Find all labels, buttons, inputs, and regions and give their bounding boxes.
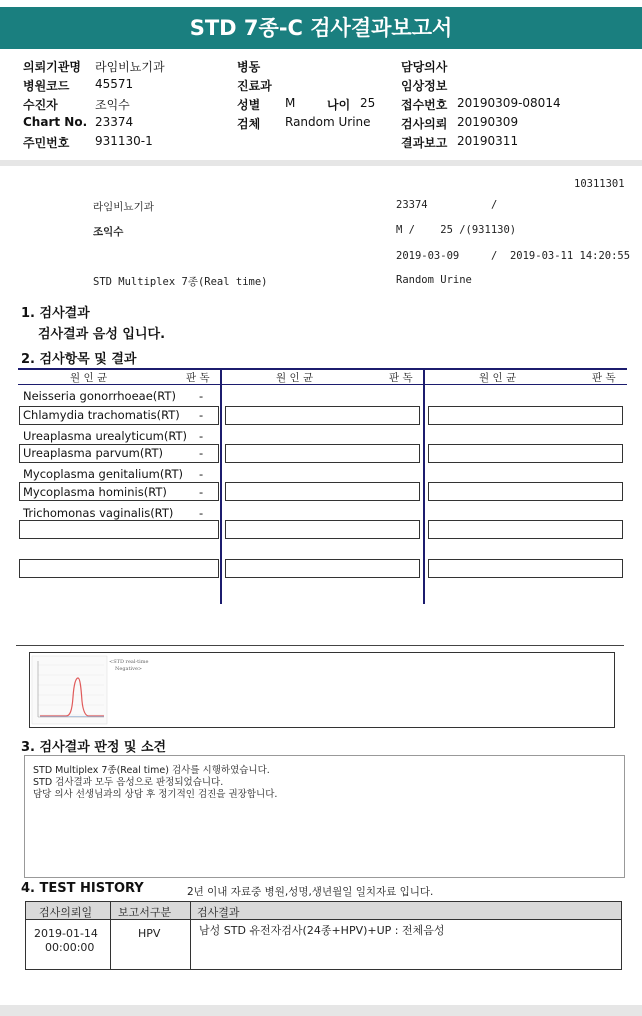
header-key: 병원코드 (23, 79, 70, 93)
summary-specimen: Random Urine (396, 274, 472, 286)
footer-bar (0, 1005, 642, 1016)
history-result: 남성 STD 유전자검사(24종+HPV)+UP : 전체음성 (199, 924, 445, 937)
section-title: 2. 검사항목 및 결과 (21, 352, 137, 367)
column-separator (423, 368, 425, 604)
col-header-judgment: 판 독 (592, 372, 616, 384)
row-box (19, 520, 219, 539)
header-key: 주민번호 (23, 136, 70, 150)
col-header-judgment: 판 독 (389, 372, 413, 384)
row-box (428, 482, 623, 501)
summary-patient: 조익수 (93, 226, 124, 238)
header-value: 931130-1 (95, 134, 153, 148)
history-col-header: 검사의뢰일 (39, 906, 93, 919)
history-type: HPV (138, 927, 161, 940)
organism-name: Chlamydia trachomatis(RT) (23, 408, 180, 422)
header-value: 20190309 (457, 115, 519, 129)
overall-result: 검사결과 음성 입니다. (38, 327, 166, 342)
row-box (225, 406, 420, 425)
summary-slash: / (491, 199, 498, 211)
history-note: 2년 이내 자료중 병원,성명,생년월일 일치자료 입니다. (187, 886, 434, 898)
col-header-organism: 원 인 균 (276, 372, 314, 384)
summary-chart: 23374 (396, 199, 428, 211)
row-box (428, 559, 623, 578)
history-time: 00:00:00 (45, 941, 95, 954)
remark-line: 담당 의사 선생님과의 상담 후 정기적인 검진을 권장합니다. (33, 789, 278, 800)
row-box (225, 482, 420, 501)
remark-line: STD Multiplex 7종(Real time) 검사를 시행하였습니다. (33, 765, 270, 776)
graph-caption: <STD real-time (109, 659, 149, 665)
col-header-judgment: 판 독 (186, 372, 210, 384)
section-title: 3. 검사결과 판정 및 소견 (21, 740, 167, 755)
pcr-graph-box (29, 652, 615, 728)
organism-name: Ureaplasma parvum(RT) (23, 446, 163, 460)
history-table (25, 901, 622, 970)
header-key: 결과보고 (401, 136, 448, 150)
history-col-header: 보고서구분 (118, 906, 172, 919)
judgment-value: - (199, 467, 204, 481)
header-key: 나이 (327, 98, 351, 112)
judgment-value: - (199, 485, 204, 499)
col-header-organism: 원 인 균 (70, 372, 108, 384)
judgment-value: - (199, 446, 204, 460)
remark-line: STD 검사결과 모두 음성으로 판정되었습니다. (33, 777, 224, 788)
summary-sex-age: M / 25 /(931130) (396, 224, 517, 236)
header-key: 수진자 (23, 98, 58, 112)
table-border (18, 368, 627, 370)
section-title: 1. 검사결과 (21, 306, 90, 321)
judgment-value: - (199, 429, 204, 443)
organism-name: Ureaplasma urealyticum(RT) (23, 429, 188, 443)
header-key: 임상정보 (401, 79, 448, 93)
divider (16, 645, 624, 646)
remarks-box (24, 755, 625, 878)
judgment-value: - (199, 506, 204, 520)
report-code: 10311301 (574, 178, 625, 190)
history-date: 2019-01-14 (34, 927, 98, 940)
header-value: Random Urine (285, 115, 371, 129)
organism-name: Neisseria gonorrhoeae(RT) (23, 389, 176, 403)
divider (0, 160, 642, 166)
header-value: 23374 (95, 115, 134, 129)
history-col-header: 검사결과 (197, 906, 240, 919)
summary-clinic: 라임비뇨기과 (93, 201, 154, 213)
organism-name: Mycoplasma hominis(RT) (23, 485, 167, 499)
header-key: 병동 (237, 60, 261, 74)
judgment-value: - (199, 408, 204, 422)
graph-caption: Negative> (115, 666, 143, 672)
summary-date-reported: / 2019-03-11 14:20:55 (491, 250, 631, 262)
row-box (428, 444, 623, 463)
column-separator (190, 902, 191, 969)
organism-name: Trichomonas vaginalis(RT) (23, 506, 174, 520)
row-box (19, 559, 219, 578)
column-separator (110, 902, 111, 969)
row-box (428, 406, 623, 425)
organism-name: Mycoplasma genitalium(RT) (23, 467, 183, 481)
header-value: M (285, 96, 296, 110)
summary-test-name: STD Multiplex 7종(Real time) (93, 276, 268, 288)
header-key: 의뢰기관명 (23, 60, 81, 74)
col-header-organism: 원 인 균 (479, 372, 517, 384)
header-key: 진료과 (237, 79, 272, 93)
header-value: 45571 (95, 77, 134, 91)
table-border (18, 384, 627, 385)
header-value: 조익수 (95, 98, 130, 112)
row-box (225, 520, 420, 539)
row-box (428, 520, 623, 539)
header-key: 검체 (237, 117, 261, 131)
header-value: 라임비뇨기과 (95, 60, 165, 74)
header-key: Chart No. (23, 115, 88, 129)
history-header-row (26, 902, 621, 920)
header-key: 접수번호 (401, 98, 448, 112)
summary-date-received: 2019-03-09 (396, 250, 460, 262)
column-separator (220, 368, 222, 604)
judgment-value: - (199, 389, 204, 403)
section-title: 4. TEST HISTORY (21, 881, 144, 896)
header-value: 20190309-08014 (457, 96, 561, 110)
header-key: 성별 (237, 98, 261, 112)
header-key: 담당의사 (401, 60, 448, 74)
report-title: STD 7종-C 검사결과보고서 (0, 7, 642, 49)
row-box (225, 444, 420, 463)
row-box (225, 559, 420, 578)
results-table (18, 368, 627, 604)
header-value: 20190311 (457, 134, 519, 148)
header-key: 검사의뢰 (401, 117, 448, 131)
header-value: 25 (360, 96, 376, 110)
